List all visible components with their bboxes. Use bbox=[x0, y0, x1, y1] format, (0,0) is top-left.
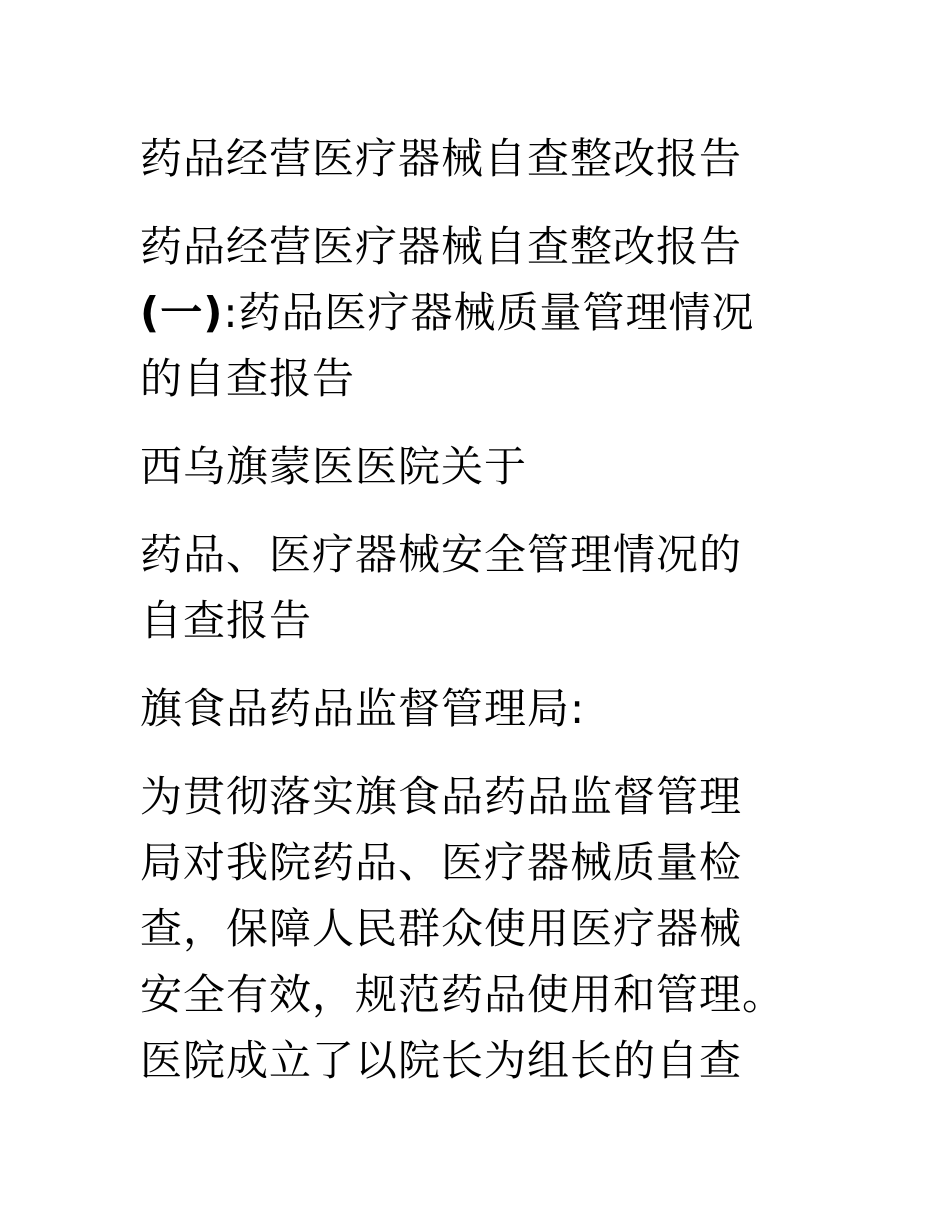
subtitle-line-2-text: :药品医疗器械质量管理情况 bbox=[223, 288, 755, 337]
body-paragraph bbox=[140, 764, 800, 1094]
document-title: 药品经营医疗器械自查整改报告 bbox=[140, 134, 743, 183]
document-subtitle bbox=[140, 214, 800, 412]
body-line-5: 医院成立了以院长为组长的自查 bbox=[140, 1036, 743, 1085]
org-line: 西乌旗蒙医医院关于 bbox=[140, 442, 528, 491]
body-line-1: 为贯彻落实旗食品药品监督管理 bbox=[140, 772, 743, 821]
report-title-line-1: 药品、医疗器械安全管理情况的 bbox=[140, 530, 743, 579]
body-line-4: 安全有效，规范药品使用和管理。 bbox=[140, 970, 786, 1019]
report-title-line-2: 自查报告 bbox=[140, 596, 313, 645]
body-line-2: 局对我院药品、医疗器械质量检 bbox=[140, 838, 743, 887]
document-page bbox=[140, 126, 800, 1116]
subtitle-line-1: 药品经营医疗器械自查整改报告 bbox=[140, 222, 743, 271]
subtitle-line-3: 的自查报告 bbox=[140, 354, 356, 403]
report-title bbox=[140, 522, 800, 654]
addressee: 旗食品药品监督管理局: bbox=[140, 684, 586, 733]
subtitle-prefix: (一) bbox=[140, 288, 224, 337]
body-line-3: 查，保障人民群众使用医疗器械 bbox=[140, 904, 743, 953]
subtitle-line-2 bbox=[140, 280, 800, 346]
